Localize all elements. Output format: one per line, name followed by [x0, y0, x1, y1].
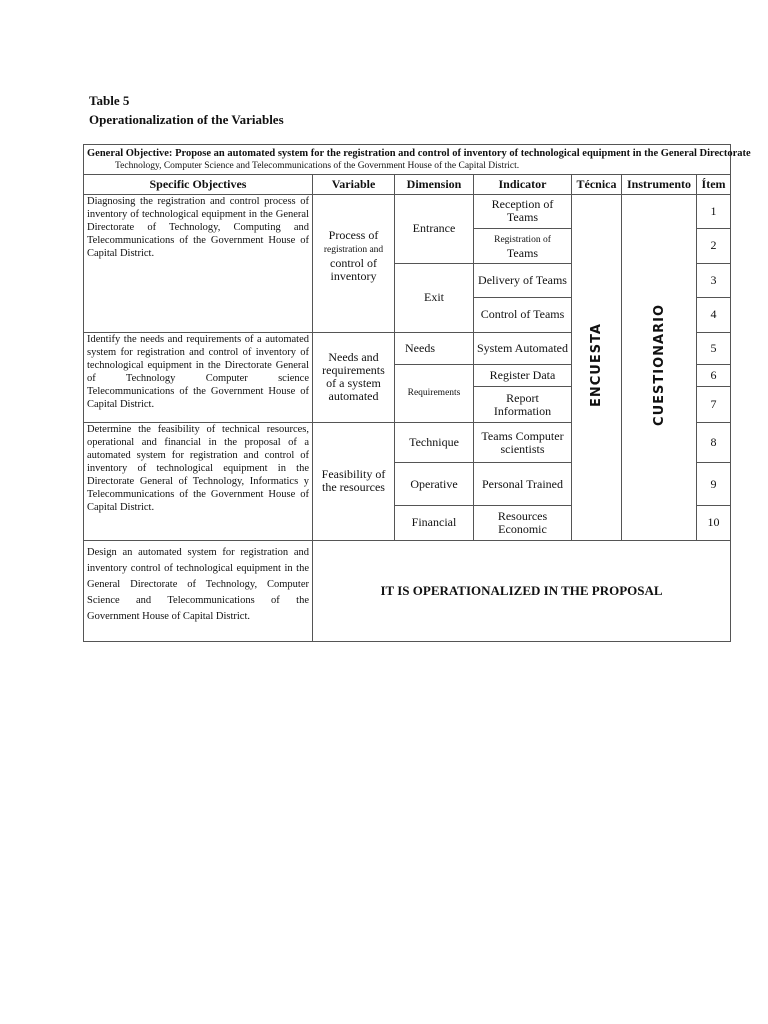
variable-1-line-c: control of inventory	[330, 255, 377, 283]
operationalization-table	[83, 144, 751, 642]
indicator-3: Delivery of Teams	[474, 263, 572, 297]
specific-objective-2: Identify the needs and requirements of a automated system for registration and control of inventory of technological equipment in the Directorate General of Technology Computer science Telecommunications of the Government House of Capital District.	[84, 332, 313, 422]
item-8: 8	[697, 422, 731, 463]
general-objective-line2: Technology, Computer Science and Telecommunications of the Government House of the Capital District.	[115, 160, 520, 171]
indicator-1: Reception of Teams	[474, 194, 572, 228]
indicator-10: Resources Economic	[474, 506, 572, 540]
header-variable: Variable	[313, 175, 395, 194]
dimension-exit: Exit	[395, 263, 474, 332]
indicator-4: Control of Teams	[474, 298, 572, 332]
general-objective-label: General Objective:	[87, 147, 173, 159]
variable-1-line-b: registration and	[323, 244, 384, 255]
item-5: 5	[697, 332, 731, 364]
header-row	[84, 175, 731, 194]
indicator-2-line-b: Teams	[506, 245, 539, 260]
variable-1	[313, 194, 395, 332]
item-4: 4	[697, 298, 731, 332]
general-objective	[84, 145, 751, 175]
header-tecnica: Técnica	[572, 175, 622, 194]
specific-objective-1: Diagnosing the registration and control process of inventory of technological equipment in the General Directorate of Technology, Computing and Telecommunications of the Government House of Capital District.	[84, 194, 313, 332]
header-instrumento: Instrumento	[622, 175, 697, 194]
header-specific-objectives: Specific Objectives	[84, 175, 313, 194]
dimension-entrance: Entrance	[395, 194, 474, 263]
header-indicator: Indicator	[474, 175, 572, 194]
dimension-operative: Operative	[395, 463, 474, 506]
instrument-value: CUESTIONARIO	[651, 304, 667, 427]
specific-objective-3: Determine the feasibility of technical resources, operational and financial in the proposal of a automated system for registration and control of inventory of technological equipment in the Directorate General of Technology, Informatics y Telecommunications of the Government House of Capital District.	[84, 422, 313, 540]
indicator-6: Register Data	[474, 365, 572, 387]
instrument-cell	[622, 194, 697, 540]
indicator-7: Report Information	[474, 387, 572, 423]
header-item: Ítem	[697, 175, 731, 194]
table-number: Table 5	[89, 93, 130, 108]
indicator-2	[474, 229, 572, 263]
table-title: Operationalization of the Variables	[89, 112, 284, 127]
dimension-requirements: Requirements	[395, 365, 474, 423]
technique-value: ENCUESTA	[589, 323, 604, 408]
general-objective-text: Propose an automated system for the registration and control of inventory of technological equipment in the General Directorate	[172, 147, 751, 159]
variable-2: Needs and requirements of a system automated	[313, 332, 395, 422]
item-1: 1	[697, 194, 731, 228]
proposal-note: IT IS OPERATIONALIZED IN THE PROPOSAL	[313, 540, 731, 641]
item-7: 7	[697, 387, 731, 423]
dimension-financial: Financial	[395, 506, 474, 540]
item-2: 2	[697, 229, 731, 263]
indicator-2-line-a: Registration of	[494, 234, 551, 245]
variable-3: Feasibility of the resources	[313, 422, 395, 540]
technique-cell	[572, 194, 622, 540]
indicator-8: Teams Computer scientists	[474, 422, 572, 463]
item-3: 3	[697, 263, 731, 297]
specific-objective-4: Design an automated system for registration and inventory control of technological equipment in the General Directorate of Technology, Computer Science and Telecommunications of the Government House of Capital District.	[84, 540, 313, 641]
dimension-needs: Needs	[395, 332, 474, 364]
indicator-9: Personal Trained	[474, 463, 572, 506]
item-10: 10	[697, 506, 731, 540]
item-6: 6	[697, 365, 731, 387]
dimension-technique: Technique	[395, 422, 474, 463]
item-9: 9	[697, 463, 731, 506]
indicator-5: System Automated	[474, 332, 572, 364]
variable-1-line-a: Process of	[328, 227, 379, 242]
header-dimension: Dimension	[395, 175, 474, 194]
